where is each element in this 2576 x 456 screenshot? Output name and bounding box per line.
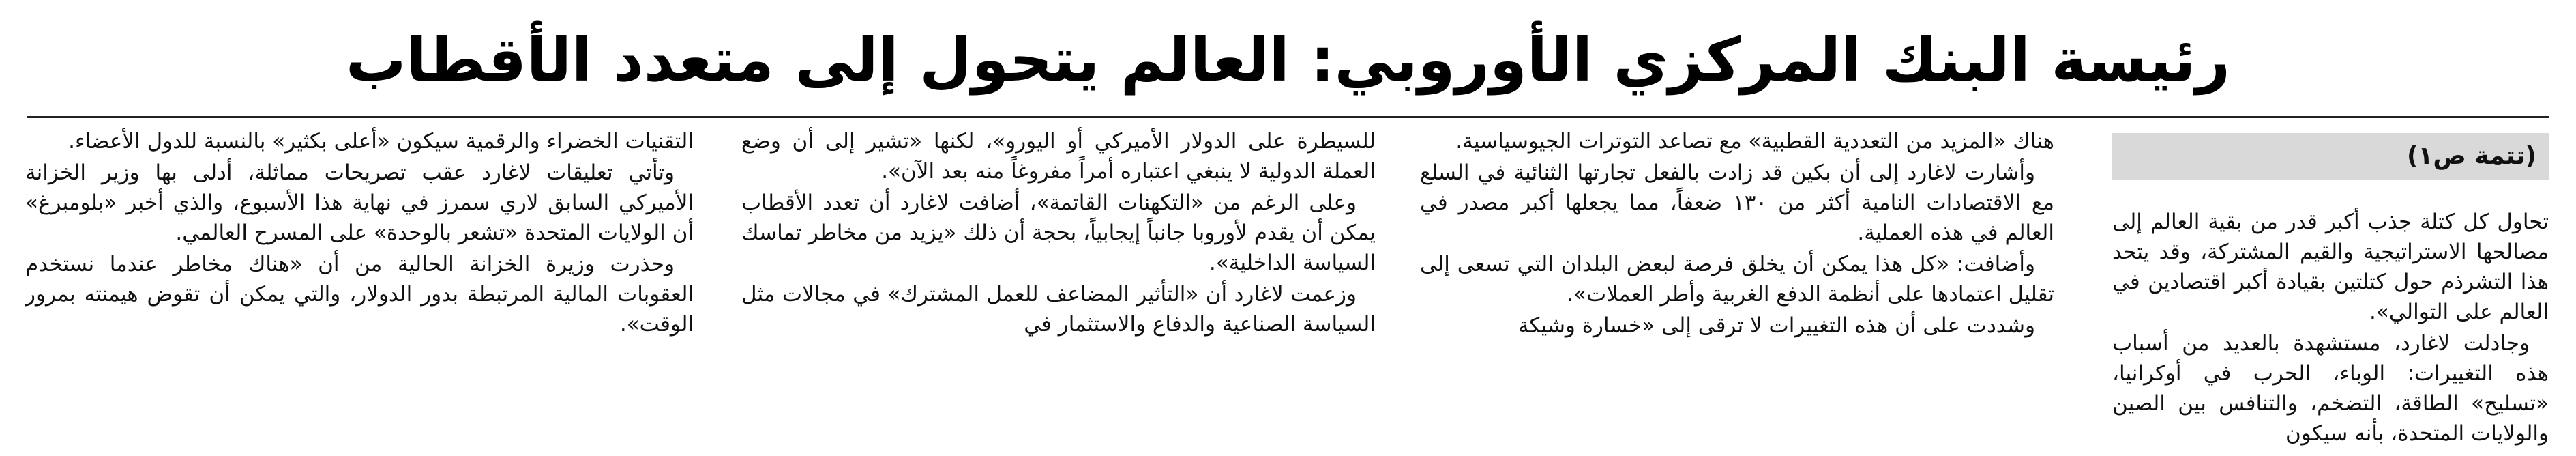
paragraph: هناك «المزيد من التعددية القطبية» مع تصاعد التوترات الجيوسياسية.	[1455, 129, 2054, 154]
headline: رئيسة البنك المركزي الأوروبي: العالم يتحول إلى متعدد الأقطاب	[346, 24, 2230, 95]
paragraph: وشددت على أن هذه التغييرات لا ترقى إلى «خسارة وشيكة	[1518, 313, 2035, 338]
paragraph: وحذرت وزيرة الخزانة الحالية من أن «هناك مخاطر عندما نستخدم العقوبات المالية المرتبطة بدور الدولار، والتي يمكن أن تقوض هيمنته بمرور الوقت».	[25, 252, 694, 337]
article-column-1	[2112, 126, 2549, 456]
paragraph: وأشارت لاغارد إلى أن بكين قد زادت بالفعل تجارتها الثنائية في السلع مع الاقتصادات النامية أكثر من ١٣٠ ضعفاً، مما يجعلها أكبر مصدر في العالم في هذه العملية.	[1420, 160, 2054, 245]
paragraph: تحاول كل كتلة جذب أكبر قدر من بقية العالم إلى مصالحها الاستراتيجية والقيم المشتركة، وقد يتحد هذا التشرذم حول كتلتين بقيادة أكبر اقتصادين في العالم على التوالي».	[2112, 210, 2549, 324]
paragraph: للسيطرة على الدولار الأميركي أو اليورو»، لكنها «تشير إلى أن وضع العملة الدولية لا ينبغي اعتباره أمراً مفروغاً منه بعد الآن».	[741, 129, 1376, 184]
headline-rule	[27, 116, 2549, 118]
continuation-label: (تتمة ص١)	[2112, 133, 2549, 180]
paragraph: وزعمت لاغارد أن «التأثير المضاعف للعمل المشترك» في مجالات مثل السياسة الصناعية والدفاع والاستثمار في	[741, 282, 1376, 337]
article-column-4	[25, 126, 694, 456]
paragraph: وأضافت: «كل هذا يمكن أن يخلق فرصة لبعض البلدان التي تسعى إلى تقليل اعتمادها على أنظمة الدفع الغربية وأطر العملات».	[1420, 252, 2054, 307]
paragraph: وتأتي تعليقات لاغارد عقب تصريحات مماثلة، أدلى بها وزير الخزانة الأميركي السابق لاري سمرز في نهاية هذا الأسبوع، والذي أخبر «بلومبرغ» أن الولايات المتحدة «تشعر بالوحدة» على المسرح العالمي.	[25, 160, 694, 245]
paragraph: وعلى الرغم من «التكهنات القاتمة»، أضافت لاغارد أن تعدد الأقطاب يمكن أن يقدم لأوروبا جانباً إيجابياً، بحجة أن ذلك «يزيد من مخاطر تماسك السياسة الداخلية».	[741, 190, 1376, 275]
paragraph: التقنيات الخضراء والرقمية سيكون «أعلى بكثير» بالنسبة للدول الأعضاء.	[68, 129, 694, 154]
article-column-2	[1420, 126, 2054, 456]
article-column-3	[741, 126, 1376, 456]
paragraph: وجادلت لاغارد، مستشهدة بالعديد من أسباب هذه التغييرات: الوباء، الحرب في أوكرانيا، «تسليح» الطاقة، التضخم، والتنافس بين الصين والولايات المتحدة، بأنه سيكون	[2112, 331, 2549, 446]
